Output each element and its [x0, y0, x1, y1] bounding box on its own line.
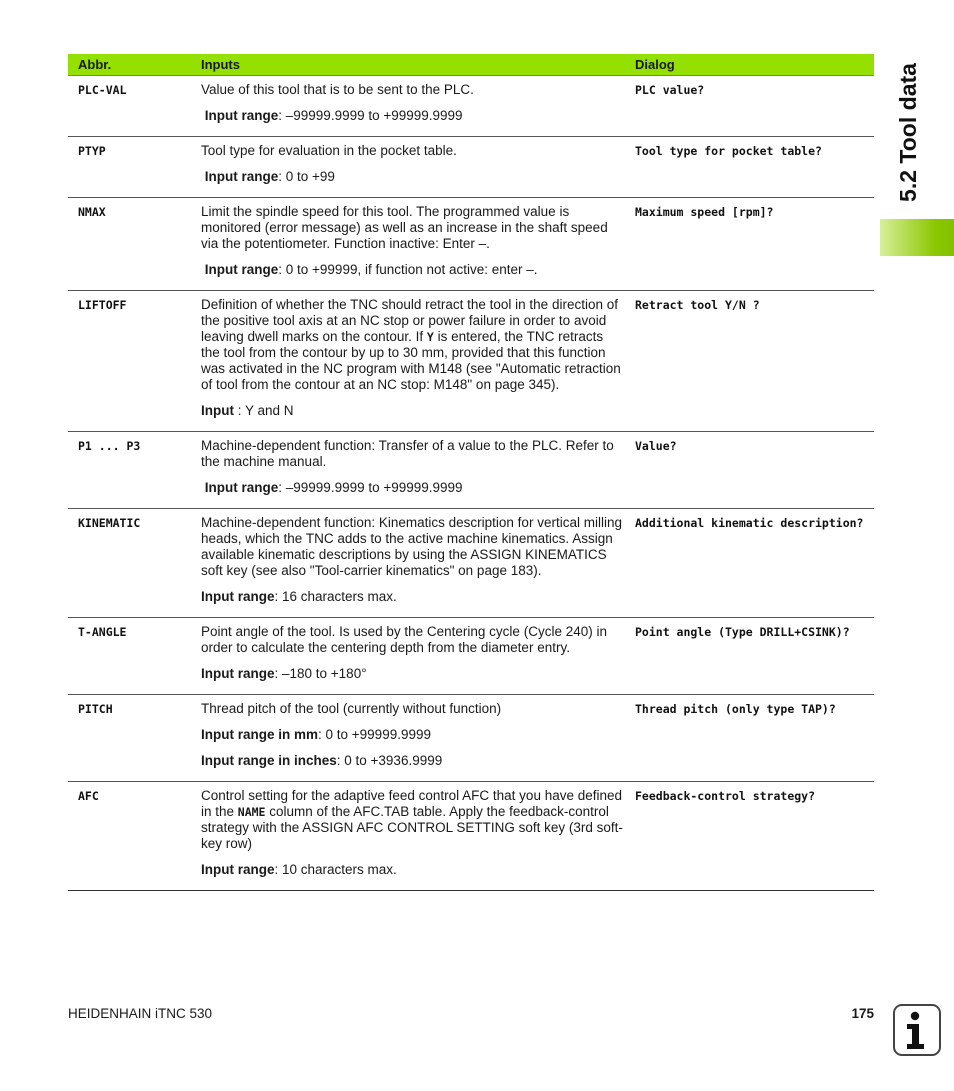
range-value: : 0 to +99999.9999 [318, 727, 431, 742]
row-input-range [201, 862, 625, 878]
inline-code: NAME [237, 805, 266, 819]
row-dialog: Thread pitch (only type TAP)? [625, 695, 874, 782]
row-description: Machine-dependent function: Transfer of a value to the PLC. Refer to the machine manual. [201, 438, 614, 469]
row-inputs [191, 137, 625, 198]
row-abbr: KINEMATIC [68, 509, 191, 618]
row-abbr: T-ANGLE [68, 618, 191, 695]
info-glyph-icon [895, 1006, 938, 1053]
row-dialog: Value? [625, 432, 874, 509]
table-row [68, 618, 874, 695]
range-value: : –99999.9999 to +99999.9999 [278, 480, 463, 495]
row-description: Point angle of the tool. Is used by the Centering cycle (Cycle 240) in order to calculate the centering depth from the diameter entry. [201, 624, 607, 655]
row-abbr: P1 ... P3 [68, 432, 191, 509]
table-row [68, 782, 874, 891]
row-input-range [201, 108, 625, 124]
row-abbr: PTYP [68, 137, 191, 198]
row-inputs [191, 618, 625, 695]
range-label: Input range [201, 589, 275, 604]
range-value: : Y and N [234, 403, 294, 418]
row-input-range [201, 753, 625, 769]
row-input-range [201, 589, 625, 605]
range-label: Input range [201, 666, 275, 681]
inline-code: Y [426, 330, 434, 344]
range-value: : 0 to +3936.9999 [336, 753, 443, 768]
range-value: : 16 characters max. [274, 589, 397, 604]
row-input-range [201, 169, 625, 185]
row-description: Machine-dependent function: Kinematics description for vertical milling heads, which the TNC adds to the active machine kinematics. Assign available kinematic descriptions by using the ASSIGN KINEMATICS soft key (see also "Tool-carrier kinematics" on page 183). [201, 515, 622, 578]
row-dialog: Point angle (Type DRILL+CSINK)? [625, 618, 874, 695]
table-row [68, 291, 874, 432]
row-dialog: Maximum speed [rpm]? [625, 198, 874, 291]
range-label: Input range in mm [201, 727, 319, 742]
row-dialog: Tool type for pocket table? [625, 137, 874, 198]
description-text: column of the AFC.TAB table. Apply the feedback-control strategy with the ASSIGN AFC CONTROL SETTING soft key (3rd soft-key row) [201, 804, 623, 851]
header-inputs: Inputs [191, 54, 625, 76]
row-input-range [201, 666, 625, 682]
table-row [68, 76, 874, 137]
row-description: Tool type for evaluation in the pocket table. [201, 143, 457, 158]
row-inputs [191, 509, 625, 618]
tool-data-table [68, 54, 874, 891]
row-abbr: PITCH [68, 695, 191, 782]
row-abbr: NMAX [68, 198, 191, 291]
row-inputs [191, 432, 625, 509]
header-dialog: Dialog [625, 54, 874, 76]
range-value: : –99999.9999 to +99999.9999 [278, 108, 463, 123]
row-input-range [201, 262, 625, 278]
range-value: : 10 characters max. [274, 862, 397, 877]
section-title: 5.2 Tool data [894, 62, 921, 202]
row-input-range [201, 403, 625, 419]
row-description [201, 297, 625, 393]
row-description: Limit the spindle speed for this tool. The programmed value is monitored (error message) as well as an increase in the shaft speed via the potentiometer. Function inactive: Enter –. [201, 204, 608, 251]
range-label: Input range [204, 262, 279, 277]
table-row [68, 509, 874, 618]
row-inputs [191, 695, 625, 782]
row-inputs [191, 76, 625, 137]
row-abbr: LIFTOFF [68, 291, 191, 432]
row-abbr: AFC [68, 782, 191, 891]
info-icon [893, 1004, 941, 1056]
row-input-range [201, 480, 625, 496]
footer-product: HEIDENHAIN iTNC 530 [68, 1006, 213, 1021]
section-tab-marker [880, 219, 954, 256]
row-inputs [191, 782, 625, 891]
header-abbr: Abbr. [68, 54, 191, 76]
row-abbr: PLC-VAL [68, 76, 191, 137]
table-row [68, 695, 874, 782]
range-label: Input range [204, 480, 279, 495]
page-number: 175 [851, 1006, 874, 1021]
row-dialog: Retract tool Y/N ? [625, 291, 874, 432]
row-description: Value of this tool that is to be sent to the PLC. [201, 82, 474, 97]
description-text: Definition of whether the TNC should retract the tool in the direction of the positive tool axis at an NC stop or power failure in order to avoid leaving dwell marks on the contour. If [201, 297, 618, 344]
range-value: : 0 to +99999, if function not active: enter –. [278, 262, 538, 277]
description-text: is entered, the TNC retracts the tool from the contour by up to 30 mm, provided that this function was activated in the NC program with M148 (see "Automatic retraction of tool from the contour at an NC stop: M148" on page 345). [201, 329, 621, 392]
row-description [201, 788, 625, 852]
range-value: : 0 to +99 [278, 169, 335, 184]
range-label: Input range in inches [201, 753, 337, 768]
row-dialog: Feedback-control strategy? [625, 782, 874, 891]
row-dialog: PLC value? [625, 76, 874, 137]
row-dialog: Additional kinematic description? [625, 509, 874, 618]
table-row [68, 432, 874, 509]
section-title-vertical [880, 52, 936, 212]
range-label: Input range [204, 169, 279, 184]
range-value: : –180 to +180° [274, 666, 367, 681]
range-label: Input [201, 403, 234, 418]
table-header-row [68, 54, 874, 76]
description-text: Control setting for the adaptive feed control AFC that you have defined in the [201, 788, 623, 819]
row-inputs [191, 291, 625, 432]
table-row [68, 137, 874, 198]
range-label: Input range [201, 862, 275, 877]
range-label: Input range [204, 108, 279, 123]
row-description: Thread pitch of the tool (currently without function) [201, 701, 502, 716]
row-input-range [201, 727, 625, 743]
table-row [68, 198, 874, 291]
row-inputs [191, 198, 625, 291]
